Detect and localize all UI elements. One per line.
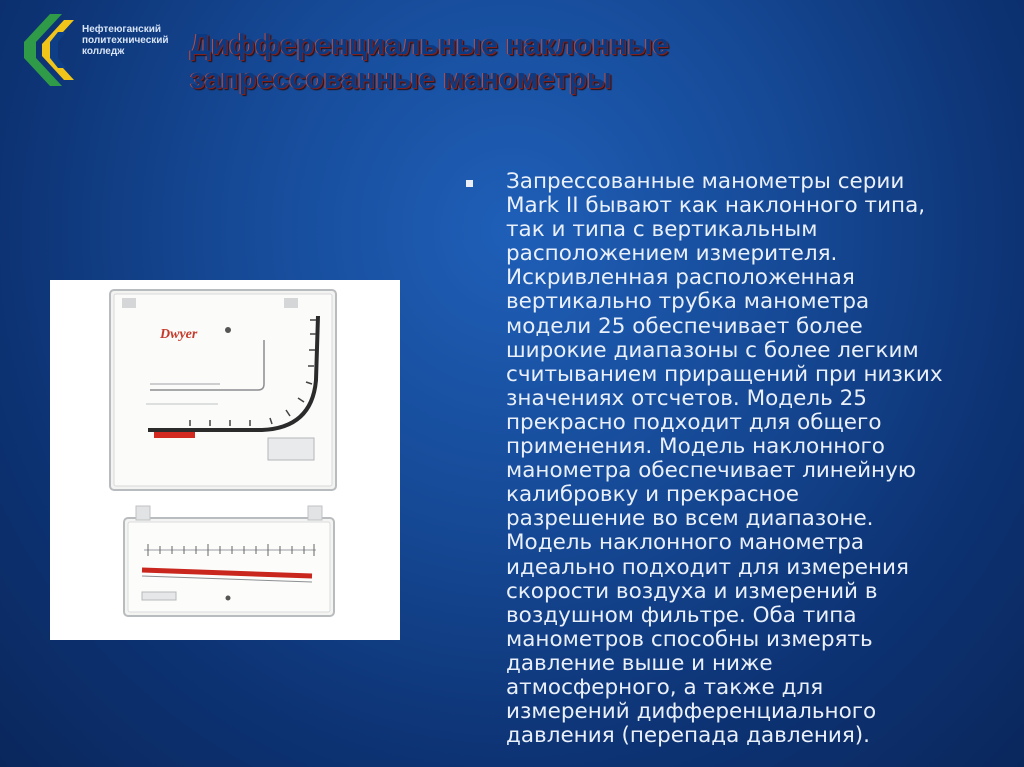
college-name-line: колледж xyxy=(82,46,125,57)
text-line: Запрессованные манометры серии xyxy=(506,169,905,194)
text-line: калибровку и прекрасное xyxy=(506,482,799,508)
text-line: вертикально трубка манометра xyxy=(506,289,870,315)
college-name-line: политехнический xyxy=(82,35,169,46)
text-line: воздушном фильтре. Оба типа xyxy=(506,602,857,628)
college-name-line: Нефтеюганский xyxy=(82,24,162,35)
text-line: значениях отсчетов. Модель 25 xyxy=(506,385,867,411)
vertical-manometer-figure xyxy=(110,290,336,490)
slide-title xyxy=(190,28,890,96)
list-item xyxy=(466,170,1016,748)
manometer-photo-icon xyxy=(50,280,400,640)
manometer-photo xyxy=(50,280,400,640)
text-line: идеально подходит для измерения xyxy=(506,554,909,580)
text-line: манометров способны измерять xyxy=(506,626,873,652)
text-line: применения. Модель наклонного xyxy=(506,434,885,460)
text-line: широкие диапазоны с более легким xyxy=(506,337,919,363)
text-line: давление выше и ниже xyxy=(506,650,773,676)
text-line: атмосферного, а также для xyxy=(506,674,824,700)
college-name xyxy=(82,24,192,57)
text-line: модели 25 обеспечивает более xyxy=(506,313,863,339)
slide-title-line: Дифференциальные наклонные xyxy=(190,29,669,61)
text-line: Искривленная расположенная xyxy=(506,265,855,291)
figure-brand-label: Dwyer xyxy=(160,327,198,342)
inclined-manometer-figure xyxy=(124,506,334,616)
bullet-list xyxy=(466,170,1016,748)
text-line: считыванием приращений при низких xyxy=(506,361,943,387)
text-line: манометра обеспечивает линейную xyxy=(506,458,916,484)
text-line: измерений дифференциального xyxy=(506,699,877,725)
bullet-text xyxy=(506,170,1016,748)
college-logo-icon xyxy=(20,12,80,92)
text-line: прекрасно подходит для общего xyxy=(506,409,882,435)
text-line: Модель наклонного манометра xyxy=(506,530,865,556)
text-line: расположением измерителя. xyxy=(506,241,838,267)
text-line: скорости воздуха и измерений в xyxy=(506,578,878,604)
text-line: разрешение во всем диапазоне. xyxy=(506,506,874,532)
college-logo xyxy=(20,12,190,92)
bullet-square-icon xyxy=(466,180,473,187)
text-line: Mark II бывают как наклонного типа, xyxy=(506,193,926,219)
slide-title-line: запрессованные манометры xyxy=(190,63,612,95)
text-line: давления (перепада давления). xyxy=(506,723,870,749)
text-line: так и типа с вертикальным xyxy=(506,217,818,243)
